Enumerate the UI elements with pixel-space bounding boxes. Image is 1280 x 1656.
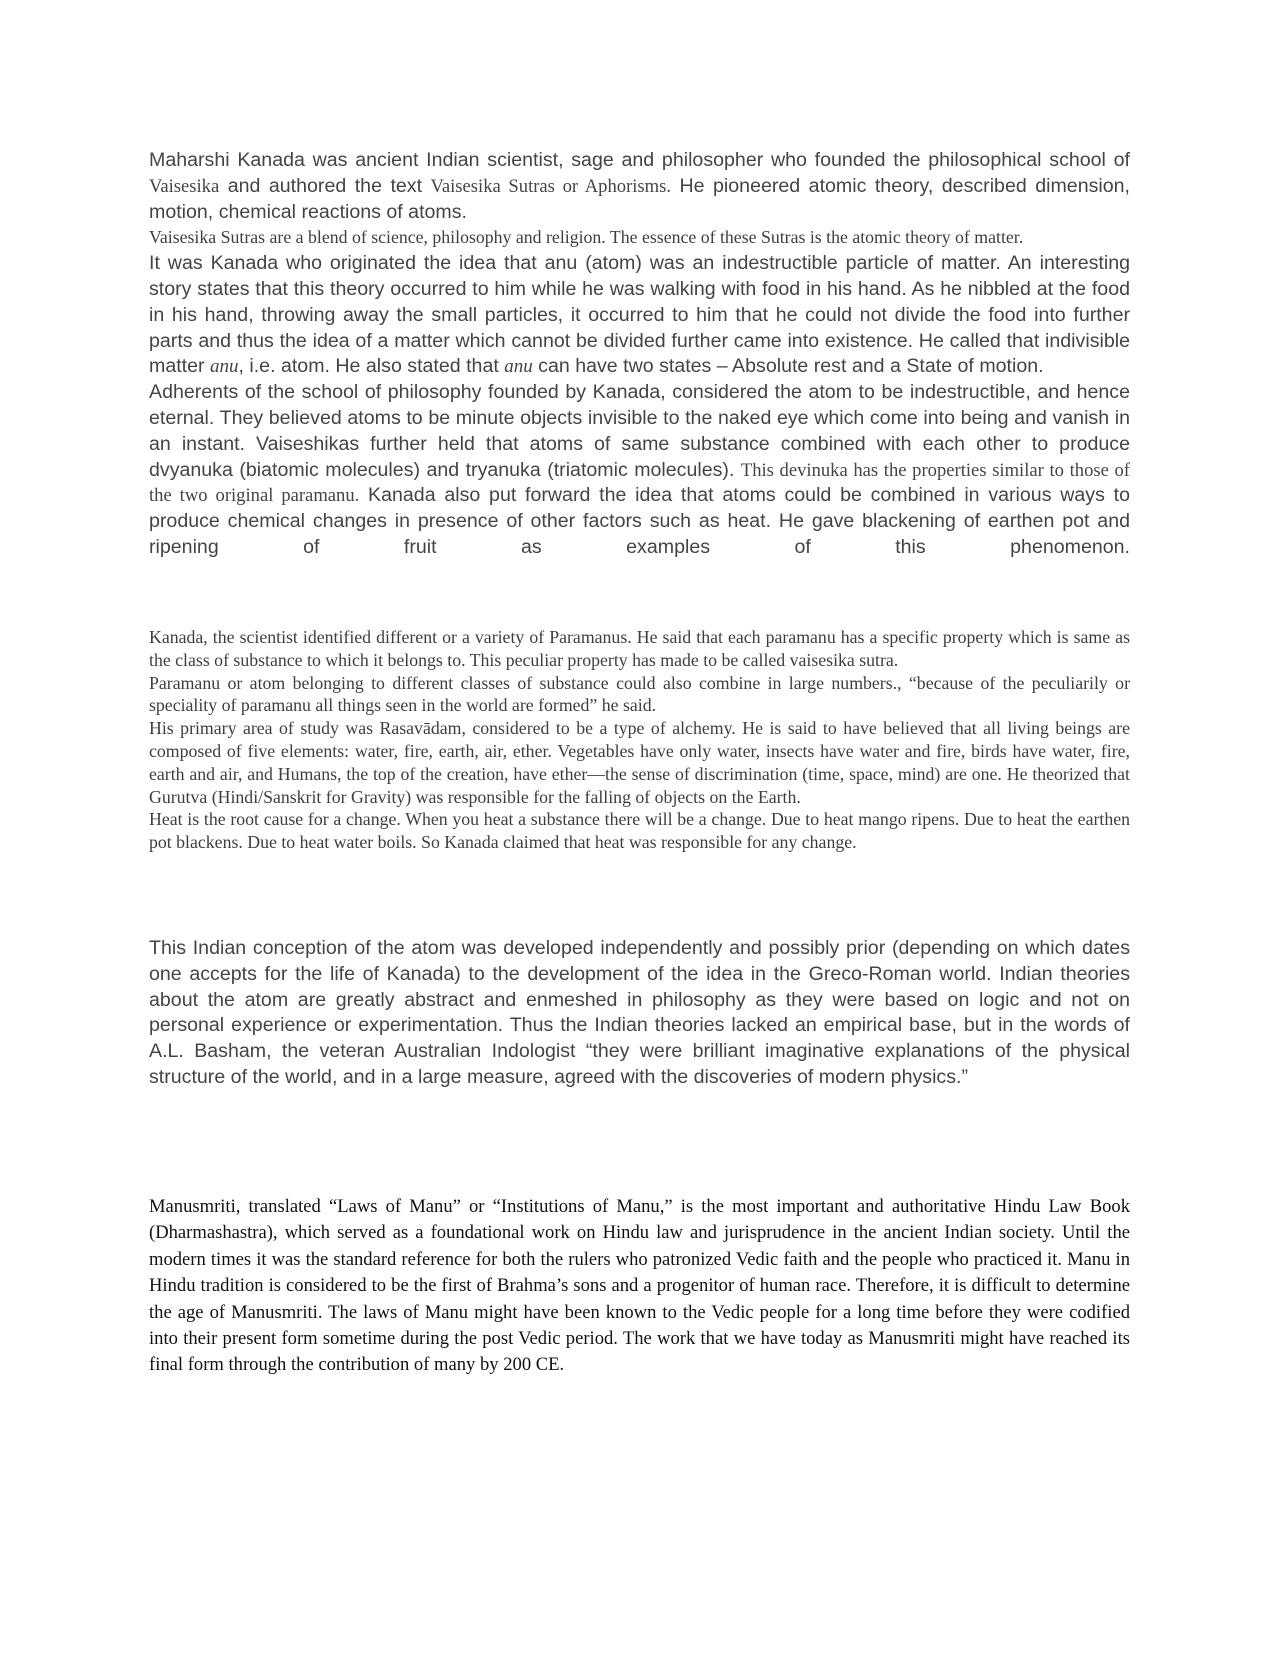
paragraph-heat: Heat is the root cause for a change. When you heat a substance there will be a change. Due to heat mango ripens. Due to heat the earthen pot blackens. Due to heat water boils. So Kanada claimed that heat was responsible for any change. xyxy=(149,809,1130,853)
paragraph-adherents: Adherents of the school of philosophy founded by Kanada, considered the atom to be indestructible, and hence eternal. They believed atoms to be minute objects invisible to the naked eye which come into being and vanish in an instant. Vaiseshikas further held that atoms of same substance combined with each other to produce dvyanuka (biatomic molecules) and tryanuka (triatomic molecules). This devinuka has the properties similar to those of the two original paramanu. Kanada also put forward the idea that atoms could be combined in various ways to produce chemical changes in presence of other factors such as heat. He gave blackening of earthen pot and ripening of fruit as examples of this phenomenon. xyxy=(149,381,1131,558)
kanada-intro-section xyxy=(149,148,1130,561)
paragraph-paramanu-combine: Paramanu or atom belonging to different classes of substance could also combine in large numbers., “because of the peculiarily or speciality of paramanu all things seen in the world are formed” he said. xyxy=(149,672,1130,716)
paragraph-rasavadam: His primary area of study was Rasavādam, considered to be a type of alchemy. He is said to have believed that all living beings are composed of five elements: water, fire, earth, air, ether. Vegetables have only water, insects have water and fire, birds have water, fire, earth and air, and Humans, the top of the creation, have ether—the sense of discrimination (time, space, mind) are one. He theorized that Gurutva (Hindi/Sanskrit for Gravity) was responsible for the falling of objects on the Earth. xyxy=(149,718,1130,807)
paragraph-anu-origin: It was Kanada who originated the idea that anu (atom) was an indestructible particle of matter. An interesting story states that this theory occurred to him while he was walking with food in his hand. As he nibbled at the food in his hand, throwing away the small particles, it occurred to him that he could not divide the food into further parts and thus the idea of a matter which cannot be divided further came into existence. He called that indivisible matter anu, i.e. atom. He also stated that anu can have two states – Absolute rest and a State of motion. xyxy=(149,252,1130,378)
paramanu-section xyxy=(149,626,1130,854)
paragraph-kanada-intro: Maharshi Kanada was ancient Indian scientist, sage and philosopher who founded the philosophical school of Vaisesika and authored the text Vaisesika Sutras or Aphorisms. He pioneered atomic theory, described dimension, motion, chemical reactions of atoms. xyxy=(149,149,1130,223)
paragraph-paramanus: Kanada, the scientist identified different or a variety of Paramanus. He said that each paramanu has a specific property which is same as the class of substance to which it belongs to. This peculiar property has made to be called vaisesika sutra. xyxy=(149,627,1130,670)
paragraph-vaisesika-sutras: Vaisesika Sutras are a blend of science, philosophy and religion. The essence of these Sutras is the atomic theory of matter. xyxy=(149,227,1024,248)
indian-conception-section xyxy=(149,936,1130,1091)
manusmriti-section xyxy=(149,1194,1130,1379)
paragraph-manusmriti: Manusmriti, translated “Laws of Manu” or “Institutions of Manu,” is the most important and authoritative Hindu Law Book (Dharmashastra), which served as a foundational work on Hindu law and jurisprudence in the ancient Indian society. Until the modern times it was the standard reference for both the rulers who patronized Vedic faith and the people who practiced it. Manu in Hindu tradition is considered to be the first of Brahma’s sons and a progenitor of human race. Therefore, it is difficult to determine the age of Manusmriti. The laws of Manu might have been known to the Vedic people for a long time before they were codified into their present form sometime during the post Vedic period. The work that we have today as Manusmriti might have reached its final form through the contribution of many by 200 CE. xyxy=(149,1196,1130,1376)
paragraph-indian-conception: This Indian conception of the atom was developed independently and possibly prior (depending on which dates one accepts for the life of Kanada) to the development of the idea in the Greco-Roman world. Indian theories about the atom are greatly abstract and enmeshed in philosophy as they were based on logic and not on personal experience or experimentation. Thus the Indian theories lacked an empirical base, but in the words of A.L. Basham, the veteran Australian Indologist “they were brilliant imaginative explanations of the physical structure of the world, and in a large measure, agreed with the discoveries of modern physics.” xyxy=(149,937,1130,1088)
